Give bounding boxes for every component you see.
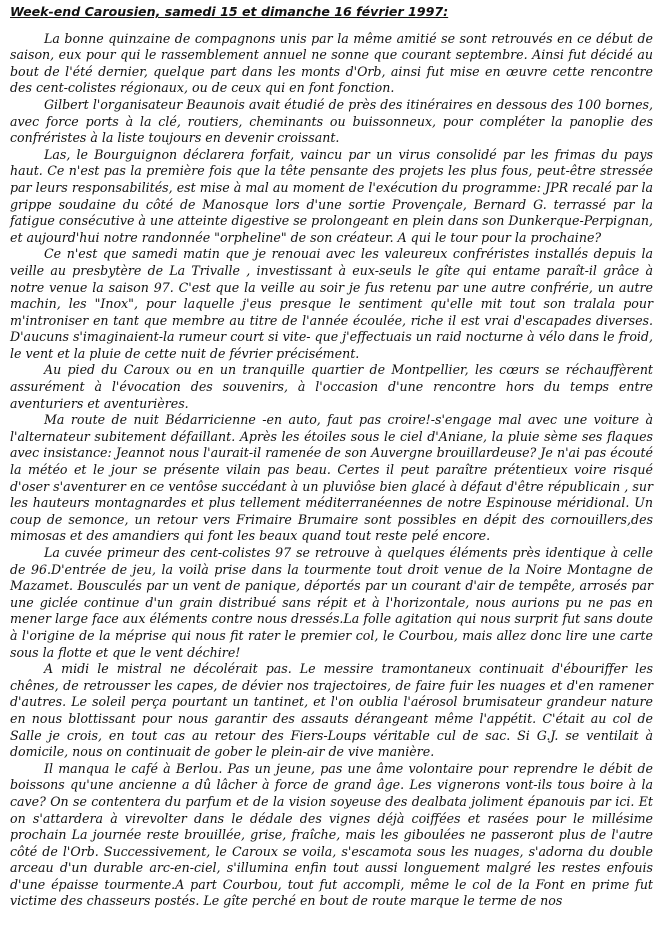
paragraph-7: La cuvée primeur des cent-colistes 97 se retrouve à quelques éléments près identique à celle de 96.D'entrée de jeu, la voilà prise dans la tourmente tout droit venue de la Noire Montagne de Mazamet. Bousculés par un vent de panique, déportés par un courant d'air de tempête, arrosés par une giclée continue d'un grain distribué sans répit et à l'horizontale, nous aurions pu ne pas en mener large face aux éléments contre nous dressés.La folle agitation qui nous surprit fut sans doute à l'origine de la méprise qui nous fit rater le premier col, le Courbou, mais allez donc lire une carte sous la flotte et que le vent déchire! xyxy=(10,545,653,660)
paragraph-6: Ma route de nuit Bédarricienne -en auto, faut pas croire!-s'engage mal avec une voiture à l'alternateur subitement défaillant. Après les étoiles sous le ciel d'Aniane, la pluie sème ses flaques avec insistance: Jeannot nous l'aurait-il ramenée de son Auvergne brouillardeuse? Je n'ai pas écouté la météo et le jour se présente vilain pas beau. Certes il peut paraître prétentieux voire risqué d'oser s'aventurer en ce ventôse succédant à un pluviôse bien glacé à défaut d'être républicain , sur les hauteurs montagnardes et plus tellement méditerranéennes de notre Espinouse méridional. Un coup de semonce, un retour vers Frimaire Brumaire sont possibles en dépit des cornouillers,des mimosas et des amandiers qui font les beaux quand tout reste pelé encore. xyxy=(10,412,653,544)
paragraph-1: La bonne quinzaine de compagnons unis par la même amitié se sont retrouvés en ce début de saison, eux pour qui le rassemblement annuel ne sonne que courant septembre. Ainsi fut décidé au bout de l'été dernier, quelque part dans les monts d'Orb, ainsi fut mise en œuvre cette rencontre des cent-colistes régionaux, ou de ceux qui en font fonction. xyxy=(10,30,653,96)
paragraph-4: Ce n'est que samedi matin que je renouai avec les valeureux confréristes installés depuis la veille au presbytère de La Trivalle , investissant à eux-seuls le gîte qui entame paraît-il grâce à notre venue la saison 97. C'est que la veille au soir je fus retenu par une autre confrérie, un autre machin, les "Inox", pour laquelle j'eus presque le sentiment qu'elle mit tout son tralala pour m'introniser en tant que membre au titre de l'année écoulée, riche il est vrai d'escapades diverses. D'aucuns s'imaginaient-la rumeur court si vite- que j'effectuais un raid nocturne à vélo dans le froid, le vent et la pluie de cette nuit de février précisément. xyxy=(10,246,653,361)
paragraph-8: A midi le mistral ne décolérait pas. Le messire tramontaneux continuait d'ébouriffer les chênes, de retrousser les capes, de dévier nos trajectoires, de faire fuir les nuages et d'en ramener d'autres. Le soleil perça pourtant un tantinet, et l'on oublia l'aérosol brumisateur grandeur nature en nous blottissant pour nous garantir des assauts dérangeant même l'appétit. C'était au col de Salle je crois, en tout cas au retour des Fiers-Loups véritable cul de sac. Si G.J. se ventilait à domicile, nous on continuait de gober le plein-air de vive manière. xyxy=(10,661,653,760)
paragraph-9: Il manqua le café à Berlou. Pas un jeune, pas une âme volontaire pour reprendre le débit de boissons qu'une ancienne a dû lâcher à force de grand âge. Les vignerons vont-ils tous boire à la cave? On se contentera du parfum et de la vision soyeuse des dealbata joliment épanouis par ici. Et on s'attardera à virevolter dans le dédale des vignes déjà coiffées et rasées pour le millésime prochain La journée reste brouillée, grise, fraîche, mais les giboulées ne passeront plus de l'autre côté de l'Orb. Successivement, le Caroux se voila, s'escamota sous les nuages, s'adorna du double arceau d'un durable arc-en-ciel, s'illumina enfin tout aussi longuement malgré les restes enfouis d'une épaisse tourmente.A part Courbou, tout fut accompli, même le col de la Font en prime fut victime des chasseurs postés. Le gîte perché en bout de route marque le terme de nos xyxy=(10,760,653,909)
paragraph-5: Au pied du Caroux ou en un tranquille quartier de Montpellier, les cœurs se réchauffèrent assurément à l'évocation des souvenirs, à l'occasion d'une rencontre hors du temps entre aventuriers et aventurières. xyxy=(10,362,653,411)
paragraph-2: Gilbert l'organisateur Beaunois avait étudié de près des itinéraires en dessous des 100 bornes, avec force ports à la clé, routiers, cheminants ou buissonneux, pour compléter la panoplie des confréristes à la liste toujours en devenir croissant. xyxy=(10,96,653,146)
paragraph-3: Las, le Bourguignon déclarera forfait, vaincu par un virus consolidé par les frimas du pays haut. Ce n'est pas la première fois que la tête pensante des projets les plus fous, peut-être stressée par leurs responsabilités, est mise à mal au moment de l'exécution du programme: JPR recalé par la grippe soudaine du côté de Manosque lors d'une sortie Provençale, Bernard G. terrassé par la fatigue consécutive à une atteinte digestive se prolongeant en plein dans son Dunkerque-Perpignan, et aujourd'hui notre randonnée "orpheline" de son créateur. A qui le tour pour la prochaine? xyxy=(10,146,653,245)
document-header: Week-end Carousien, samedi 15 et dimanche 16 février 1997: xyxy=(10,4,449,19)
